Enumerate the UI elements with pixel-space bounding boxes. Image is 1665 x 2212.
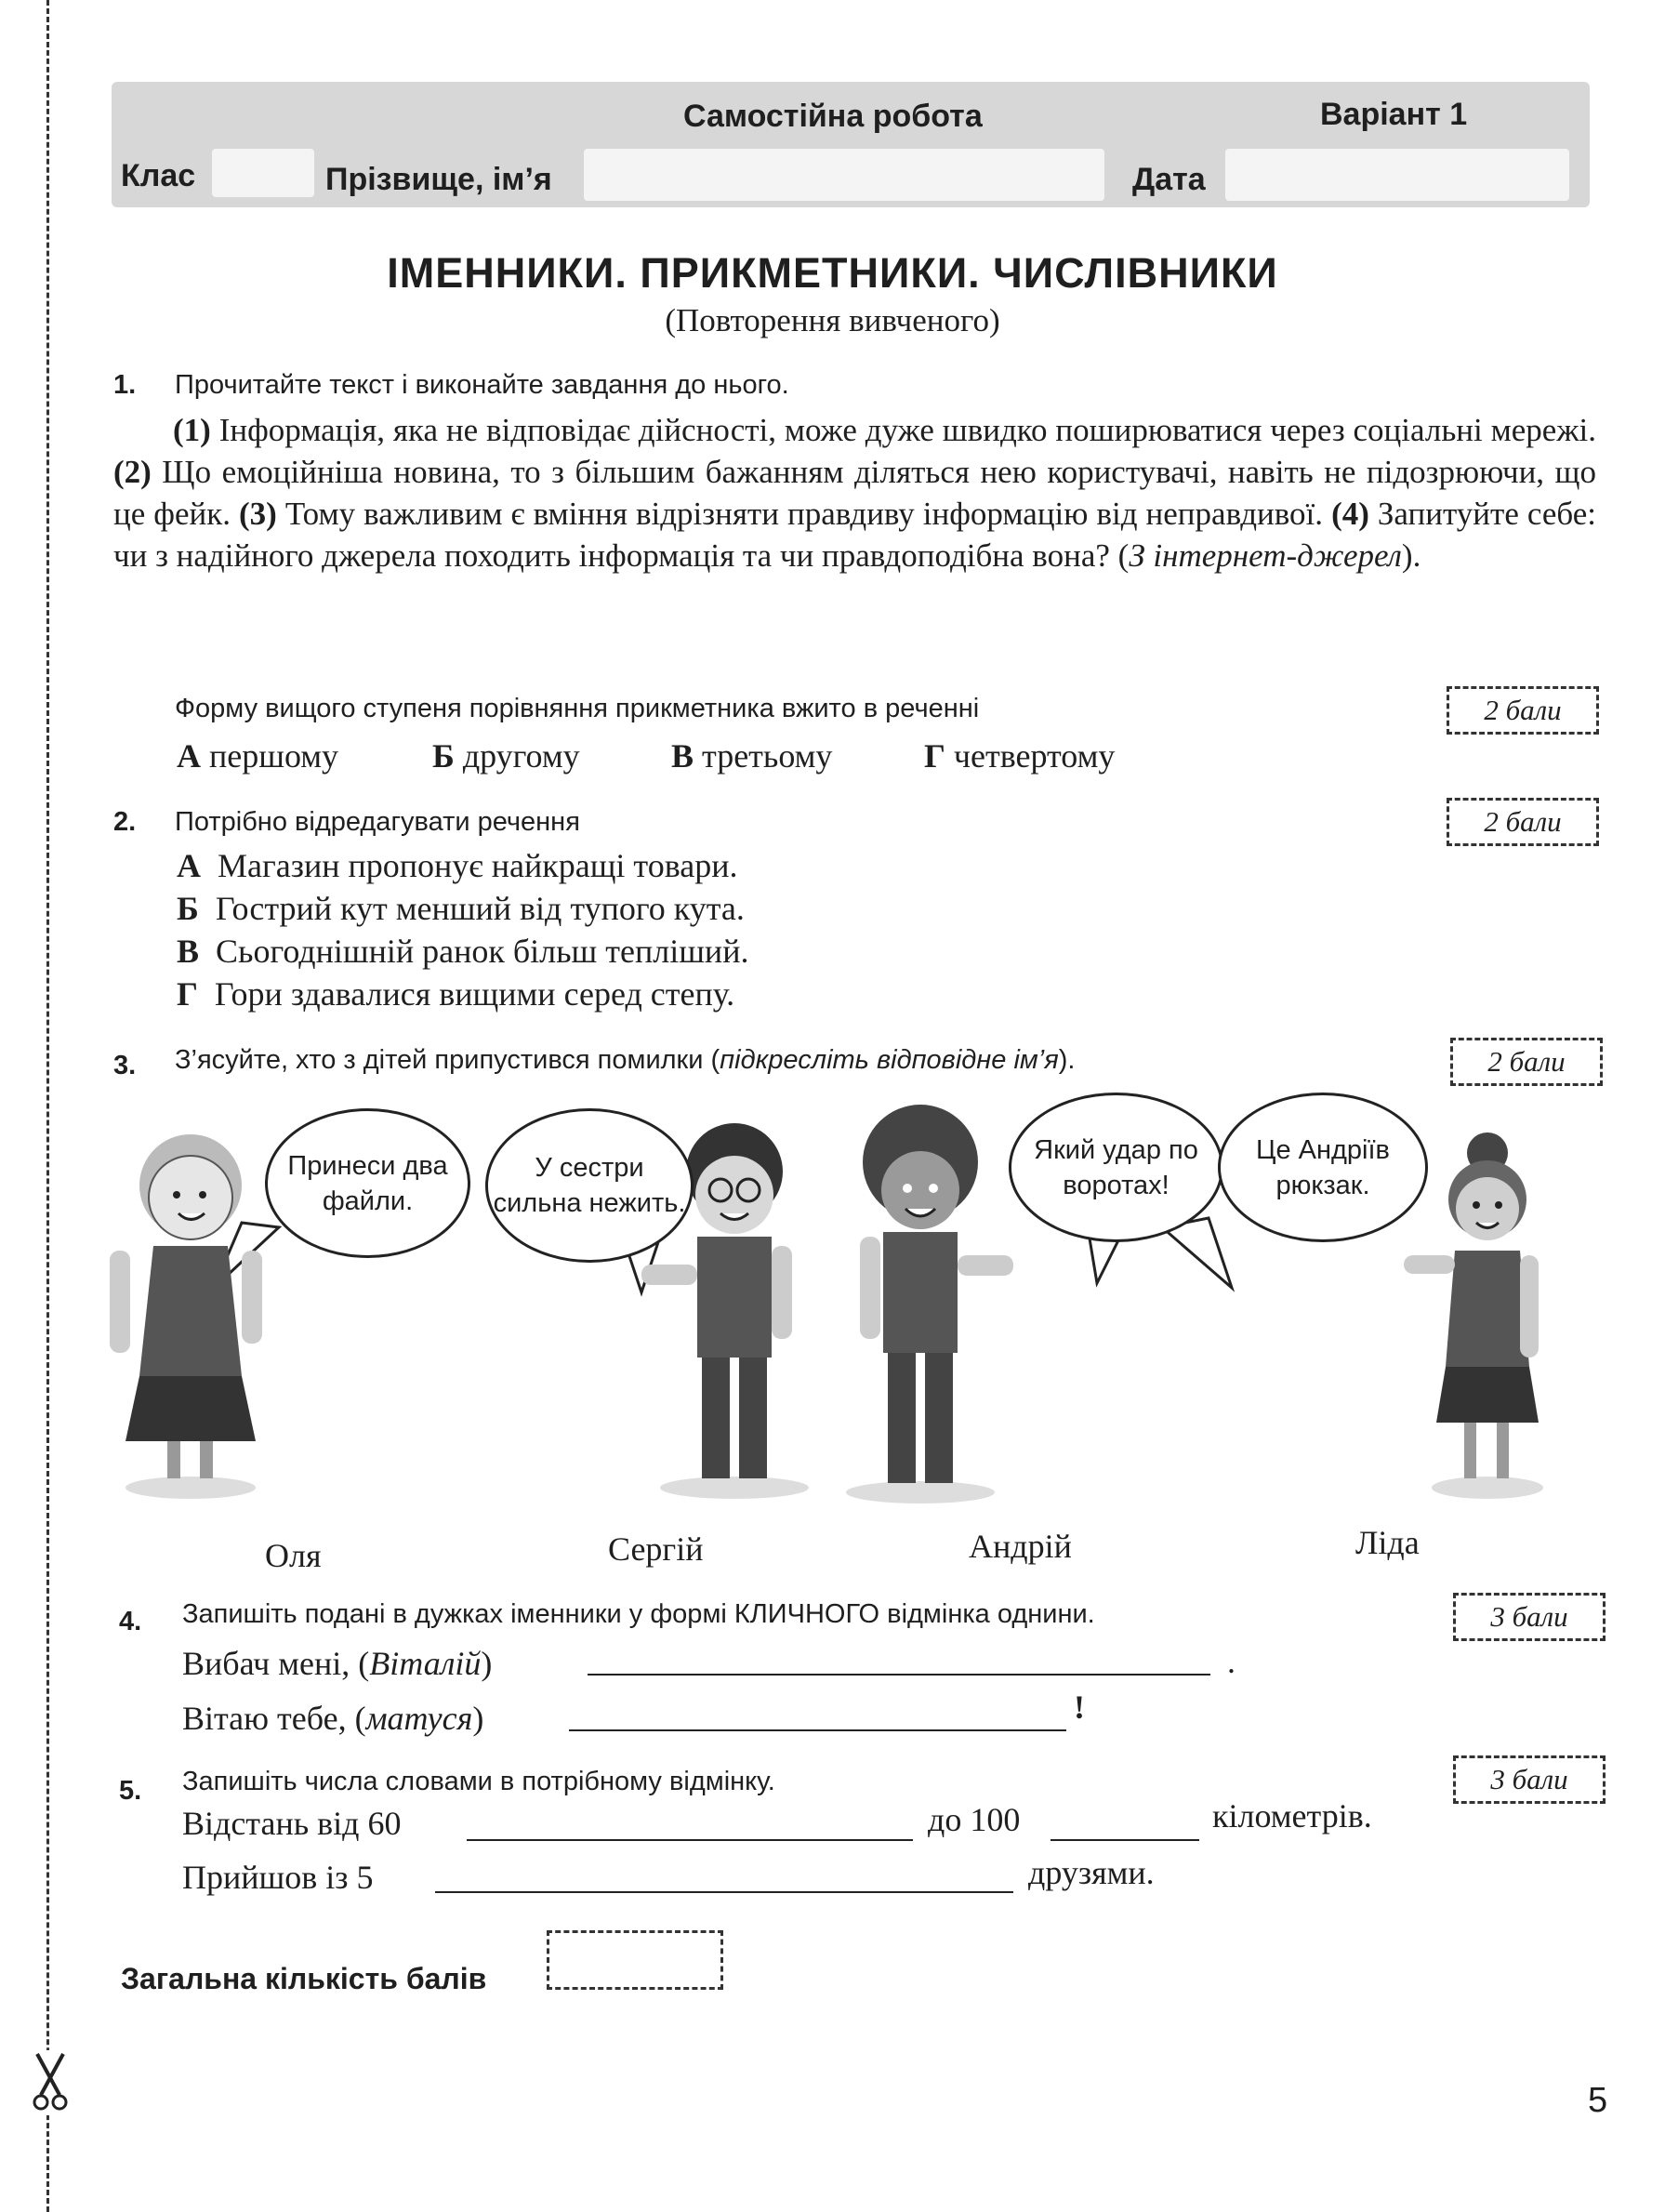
option-letter: Б (177, 890, 199, 927)
q4-word-1: Віталій (369, 1645, 482, 1682)
child-name-lida[interactable]: Ліда (1355, 1524, 1420, 1561)
q4-score: 3 бали (1453, 1593, 1606, 1641)
speech-bubble-4: Це Андріїв рюкзак. (1218, 1093, 1428, 1242)
q5-line2-a: Прийшов із 5 (182, 1859, 374, 1896)
option-text: четвертому (953, 737, 1116, 775)
option-text: Гострий кут менший від тупого кута. (215, 890, 745, 927)
work-title: Самостійна робота (683, 99, 983, 134)
q3-task-start: З’ясуйте, хто з дітей припустився помилки ( (175, 1045, 720, 1075)
q3-task (175, 1045, 1075, 1076)
date-label: Дата (1132, 162, 1206, 197)
name-field[interactable] (584, 149, 1104, 201)
q4-line1-end: ) (481, 1645, 493, 1682)
q1-option-a[interactable] (177, 736, 338, 775)
q3-score: 2 бали (1450, 1038, 1603, 1086)
q5-line1-a: Відстань від 60 (182, 1805, 402, 1842)
total-score-box[interactable] (547, 1930, 723, 1990)
q3-task-italic: підкресліть відповідне ім’я (720, 1045, 1059, 1075)
date-field[interactable] (1225, 149, 1569, 201)
q4-word-2: матуся (365, 1700, 473, 1737)
q5-answer-1[interactable] (467, 1839, 913, 1841)
q4-line1-start: Вибач мені, ( (182, 1645, 370, 1682)
text-source: З інтернет-джерел (1129, 537, 1402, 574)
q1-instruction: Прочитайте текст і виконайте завдання до нього. (175, 370, 789, 400)
sentence-2: Що емоційніша новина, то з більшим бажанням діляться нею користувачі, навіть не підозрюючи, що це фейк. (113, 454, 1596, 532)
option-letter: Г (924, 737, 945, 775)
sentence-3-number: (3) (239, 496, 277, 532)
sentence-4: Запитуйте себе: чи з надійного джерела походить інформація та чи правдоподібна вона? ( (113, 496, 1596, 574)
q2-number: 2. (113, 807, 137, 837)
q4-line2-punct: ! (1074, 1689, 1085, 1726)
q1-task: Форму вищого ступеня порівняння прикметника вжито в реченні (175, 694, 980, 723)
q1-score: 2 бали (1447, 686, 1599, 735)
option-text: першому (209, 737, 339, 775)
q2-task: Потрібно відредагувати речення (175, 807, 580, 837)
q4-answer-2[interactable] (569, 1729, 1066, 1731)
child-name-serhii[interactable]: Сергій (608, 1530, 704, 1568)
q5-line1-c: кілометрів. (1212, 1797, 1372, 1835)
option-letter: В (177, 933, 200, 970)
speech-bubble-2: У сестри сильна нежить. (485, 1108, 694, 1263)
q4-line2 (182, 1699, 483, 1738)
scissors-icon (32, 2050, 69, 2115)
option-text: Гори здавалися вищими серед степу. (214, 975, 735, 1013)
option-letter: В (671, 737, 694, 775)
q1-text (113, 409, 1596, 576)
q3-number: 3. (113, 1051, 137, 1080)
sentence-1: Інформація, яка не відповідає дійсності, може дуже швидко поширюватися через соціальні мережі. (210, 412, 1596, 448)
sentence-2-number: (2) (113, 454, 152, 490)
option-letter: Б (432, 737, 455, 775)
page-title: ІМЕННИКИ. ПРИКМЕТНИКИ. ЧИСЛІВНИКИ (387, 249, 1278, 297)
olya-figure (110, 1134, 262, 1499)
class-field[interactable] (212, 149, 314, 197)
page-number: 5 (1588, 2081, 1608, 2120)
sentence-3: Тому важливим є вміння відрізняти правдиву інформацію від неправдивої. (276, 496, 1332, 532)
q1-option-c[interactable] (671, 736, 832, 775)
class-label: Клас (121, 158, 196, 193)
q5-answer-3[interactable] (435, 1891, 1013, 1893)
q5-answer-2[interactable] (1051, 1839, 1199, 1841)
q4-number: 4. (119, 1607, 142, 1636)
option-letter: А (177, 847, 201, 884)
q2-option-c[interactable] (177, 932, 748, 971)
q5-task: Запишіть числа словами в потрібному відмінку. (182, 1767, 775, 1796)
sentence-4-number: (4) (1331, 496, 1369, 532)
child-name-andrii[interactable]: Андрій (969, 1528, 1072, 1565)
q1-number: 1. (113, 370, 137, 400)
q3-task-end: ). (1058, 1045, 1076, 1075)
text-end: ). (1401, 537, 1421, 574)
speech-bubble-3: Який удар по воротах! (1009, 1093, 1223, 1242)
option-text: Сьогоднішній ранок більш тепліший. (216, 933, 749, 970)
q2-option-b[interactable] (177, 889, 745, 928)
q1-option-b[interactable] (432, 736, 580, 775)
q5-line1-b: до 100 (928, 1801, 1021, 1838)
q1-option-d[interactable] (924, 736, 1115, 775)
q2-option-d[interactable] (177, 974, 734, 1013)
q4-line2-end: ) (472, 1700, 484, 1737)
q5-score: 3 бали (1453, 1755, 1606, 1804)
option-letter: Г (177, 975, 198, 1013)
option-text: третьому (702, 737, 833, 775)
q2-score: 2 бали (1447, 798, 1599, 846)
andrii-figure (846, 1105, 1013, 1503)
q2-option-a[interactable] (177, 846, 737, 885)
q4-task: Запишіть подані в дужках іменники у формі КЛИЧНОГО відмінка однини. (182, 1599, 1095, 1629)
q4-line2-start: Вітаю тебе, ( (182, 1700, 366, 1737)
q4-answer-1[interactable] (588, 1674, 1210, 1676)
variant-label: Варіант 1 (1320, 97, 1468, 132)
q5-line2-b: друзями. (1028, 1854, 1155, 1891)
name-label: Прізвище, ім’я (325, 162, 552, 197)
child-name-olya[interactable]: Оля (265, 1537, 322, 1574)
speech-bubble-1: Принеси два файли. (265, 1108, 470, 1258)
page-subtitle: (Повторення вивченого) (665, 302, 1000, 338)
q4-line1 (182, 1644, 492, 1683)
sentence-1-number: (1) (173, 412, 211, 448)
total-label: Загальна кількість балів (121, 1962, 487, 1995)
option-text: другому (462, 737, 580, 775)
option-text: Магазин пропонує найкращі товари. (218, 847, 738, 884)
option-letter: А (177, 737, 201, 775)
q4-line1-punct: . (1227, 1643, 1236, 1680)
q5-number: 5. (119, 1776, 142, 1806)
